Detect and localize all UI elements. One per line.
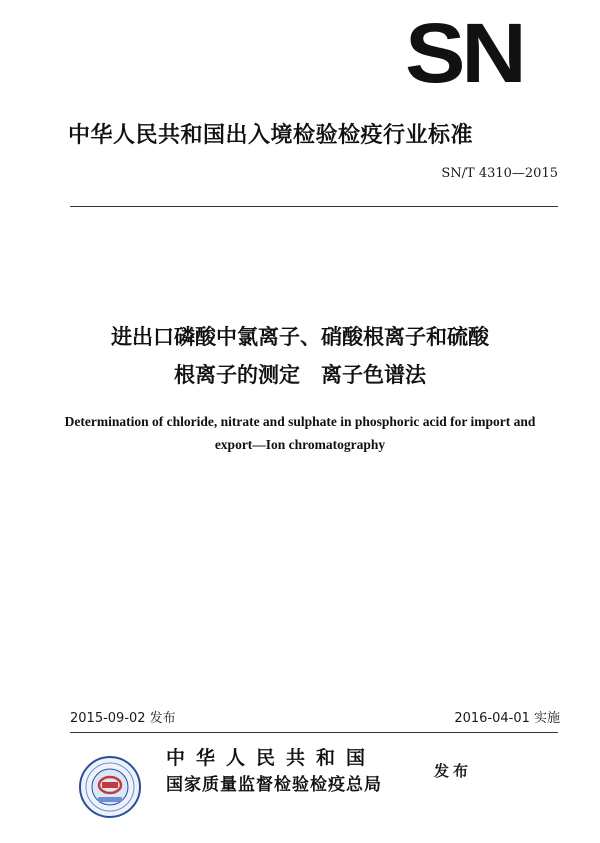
chinese-title-line-2: 根离子的测定 离子色谱法: [174, 363, 426, 387]
issuing-authority: [166, 744, 426, 798]
english-title-line-1: Determination of chloride, nitrate and sulphate in phosphoric acid for import and: [64, 414, 536, 429]
organization-title: 中华人民共和国出入境检验检疫行业标准: [68, 123, 474, 148]
effective-date: 2016-04-01 实施: [454, 711, 560, 726]
anti-counterfeit-seal-icon: [78, 755, 142, 819]
chinese-title-line-1: 进出口磷酸中氯离子、硝酸根离子和硫酸: [111, 325, 489, 349]
english-title: [40, 410, 560, 456]
sn-logo: SN: [405, 6, 523, 100]
standard-number: SN/T 4310—2015: [441, 166, 558, 181]
issued-label: 发布: [434, 762, 473, 780]
footer-divider: [70, 732, 558, 733]
english-title-line-2: export—Ion chromatography: [214, 437, 386, 452]
issuer-line-1: 中华人民共和国: [166, 747, 377, 769]
issuer-line-2: 国家质量监督检验检疫总局: [166, 775, 382, 795]
header-divider: [70, 206, 558, 207]
publish-date: 2015-09-02 发布: [70, 711, 176, 726]
chinese-title: [40, 318, 560, 394]
